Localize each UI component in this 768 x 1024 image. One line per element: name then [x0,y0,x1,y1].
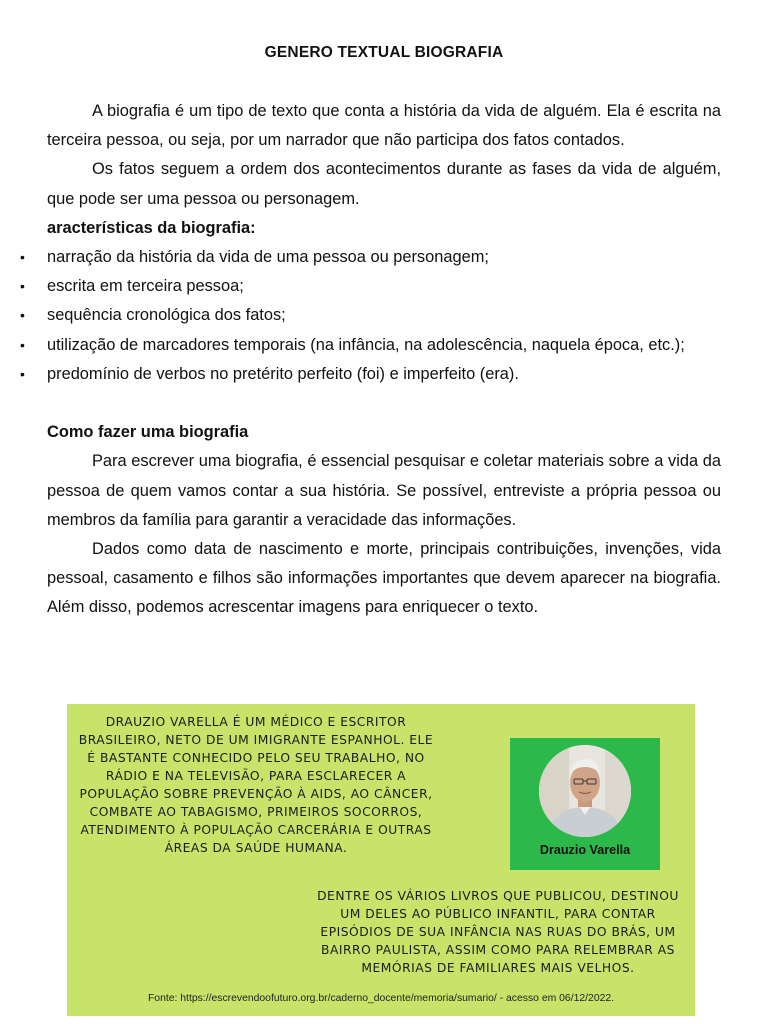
characteristics-list [47,243,721,389]
how-to-paragraph: Para escrever uma biografia, é essencial pesquisar e coletar materiais sobre a vida da pessoa de quem vamos contar a sua história. Se possível, entreviste a própria pessoa ou membros da família para garantir a veracidade das informações. [47,452,721,529]
photo-card [510,738,660,870]
how-to-heading: Como fazer uma biografia [47,423,249,442]
banner-text-intro: DRAUZIO VARELLA É UM MÉDICO E ESCRITOR BRASILEIRO, NETO DE UM IMIGRANTE ESPANHOL. ELE É BASTANTE CONHECIDO PELO SEU TRABALHO, NO RÁDIO E NA TELEVISÃO, PARA ESCLARECER A POPULAÇÃO SOBRE PREVENÇÃO À AIDS, AO CÂNCER, COMBATE AO TABAGISMO, PRIMEIROS SOCORROS, ATENDIMENTO À POPULAÇÃO CARCERÁRIA E OUTRAS ÁREAS DA SAÚDE HUMANA. [78,715,434,855]
list-item: • utilização de marcadores temporais (na infância, na adolescência, naquela época, etc.); [47,331,721,360]
spacer [47,389,721,418]
photo-caption: Drauzio Varella [539,843,631,857]
list-item: • sequência cronológica dos fatos; [47,301,721,330]
characteristics-heading: aracterísticas da biografia: [47,218,256,237]
banner-text-books: DENTRE OS VÁRIOS LIVROS QUE PUBLICOU, DESTINOU UM DELES AO PÚBLICO INFANTIL, PARA CONTAR EPISÓDIOS DE SUA INFÂNCIA NAS RUAS DO BRÁS, UM BAIRRO PAULISTA, ASSIM COMO PARA RELEMBRAR AS MEMÓRIAS DE FAMILIARES MAIS VELHOS. [317,889,679,975]
intro-paragraph: Os fatos seguem a ordem dos acontecimentos durante as fases da vida de alguém, que pode ser uma pessoa ou personagem. [47,160,721,208]
list-item: • predomínio de verbos no pretérito perfeito (foi) e imperfeito (era). [47,360,721,389]
intro-paragraph: A biografia é um tipo de texto que conta a história da vida de alguém. Ela é escrita na terceira pessoa, ou seja, por um narrador que não participa dos fatos contados. [47,102,721,150]
document-body [47,97,721,623]
how-to-paragraph: Dados como data de nascimento e morte, principais contribuições, invenções, vida pessoal, casamento e filhos são informações importantes que devem aparecer na biografia. Além disso, podemos acrescentar imagens para enriquecer o texto. [47,540,721,617]
portrait-image [539,745,631,837]
list-item: • narração da história da vida de uma pessoa ou personagem; [47,243,721,272]
source-citation: Fonte: https://escrevendoofuturo.org.br/caderno_docente/memoria/sumario/ - acesso em 06/12/2022. [147,993,615,1004]
list-item: • escrita em terceira pessoa; [47,272,721,301]
biography-banner [67,704,695,1016]
document-title: GENERO TEXTUAL BIOGRAFIA [264,44,504,61]
